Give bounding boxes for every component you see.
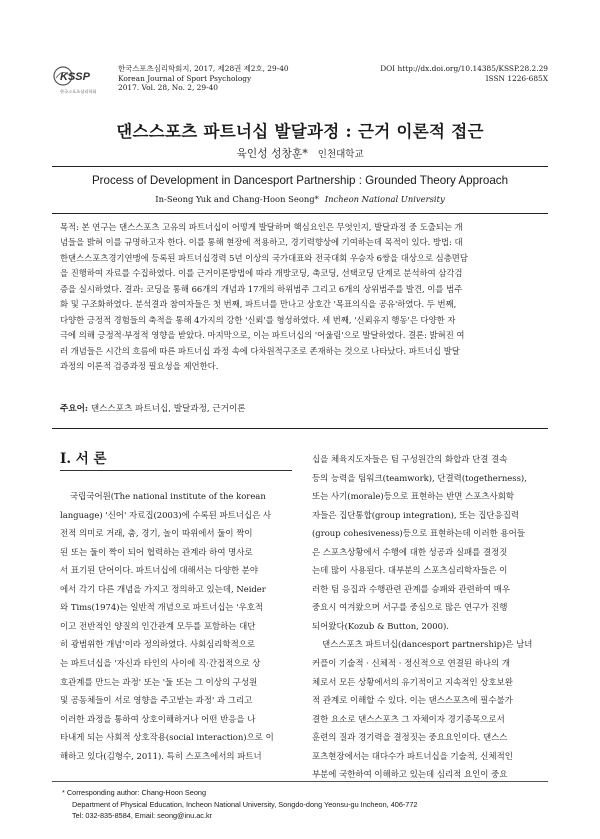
journal-name-en: Korean Journal of Sport Psychology [118, 73, 252, 83]
paragraph-line: 십을 체육지도자들은 팀 구성원간의 화합과 단결 결속 [312, 454, 508, 464]
paragraph-line: 는데 많이 사용된다. 대부분의 스포츠심리학자들은 이 [312, 565, 508, 576]
paper-title-ko: 댄스스포츠 파트너십 발달과정 : 근거 이론적 접근 [116, 122, 484, 141]
abstract-line: 화 및 구조화하였다. 분석결과 참여자들은 첫 번째, 파트너를 만나고 상호간 '목표의식을 공유'하였다. 두 번째, [60, 299, 457, 310]
abstract-line: 다양한 긍정적 경험들의 축적을 통해 4가지의 강한 '신뢰'를 형성하였다. 세 번째, '신뢰유지 행동'은 다양한 자 [60, 314, 456, 325]
journal-name-ko: 한국스포츠심리학회지, 2017, 제28권 제2호, 29-40 [118, 64, 289, 73]
paragraph-line: 훈련의 질과 경기력을 결정짓는 중요요인이다. 댄스스 [312, 732, 508, 743]
paragraph-line: 해하고 있다(김형수, 2011). 특히 스포츠에서의 파트너 [60, 750, 262, 761]
paragraph-line: 서 표기된 단어이다. 파트너십에 대해서는 다양한 분야 [60, 565, 259, 576]
paragraph-line: 댄스스포츠 파트너십(dancesport partnership)은 남녀 [322, 639, 533, 650]
paragraph-line: 커플이 기술적 · 신체적 · 정신적으로 연결된 하나의 개 [312, 658, 510, 669]
authors-en-block [0, 194, 600, 204]
paragraph-line: 에서 각기 다른 개념을 가지고 정의하고 있는데, Neider [60, 583, 266, 594]
paragraph-line: 포츠현장에서는 대다수가 파트너십을 기술적, 신체적인 [312, 750, 513, 761]
paragraph-line: 부분에 국한하여 이해하고 있는데 심리적 요인이 중요 [312, 769, 508, 780]
journal-logo [52, 64, 102, 98]
section-heading: I. 서 론 [60, 451, 107, 467]
paragraph-line: 전적 의미로 거래, 춤, 경기, 놀이 따위에서 둘이 짝이 [60, 528, 253, 539]
keywords-text: 댄스스포츠 파트너십, 발달과정, 근거이론 [90, 404, 246, 414]
abstract-line: 념들을 밝혀 이를 규명하고자 한다. 이를 통해 현장에 적용하고, 경기력향상에 기여하는데 목적이 있다. 방법: 대 [60, 237, 463, 248]
paragraph-line: 결한 요소로 댄스스포츠 그 자체이자 경기종목으로서 [312, 713, 505, 724]
paragraph-line: 중요시 여겨왔으며 서구를 중심으로 많은 연구가 진행 [312, 602, 508, 613]
abstract-line: 러 개념들은 시간의 흐름에 따른 파트너십 과정 속에 다차원적구조로 존재하는 것으로 나타났다. 파트너십 발달 [60, 345, 460, 356]
abstract-line: 과정의 이론적 검증과정 필요성을 제언한다. [60, 361, 219, 372]
paragraph-line: 히 광범위한 개념'이라 정의하였다. 사회심리학적으로 [60, 639, 256, 650]
body-right-column [312, 450, 544, 784]
paragraph-line: 타내게 되는 사회적 상호작용(social interaction)으로 이 [60, 732, 274, 743]
keywords-label: 주요어: [60, 404, 89, 414]
authors-ko: 육인성 성창훈* [236, 147, 308, 160]
paragraph-line: 은 스포츠상황에서 수행에 대한 성공과 실패를 결정짓 [312, 546, 508, 557]
abstract-line: 한댄스스포츠경기연맹에 등록된 파트너십경력 5년 이상의 국가대표와 전국대회 우승자 6쌍을 대상으로 심층면담 [60, 252, 468, 263]
abstract-line: 목적: 본 연구는 댄스스포츠 고유의 파트너십이 어떻게 발달하며 핵심요인은 무엇인지, 발달과정 중 도출되는 개 [60, 222, 463, 232]
corresponding-author-footnote [62, 787, 417, 822]
paragraph-line: 된 또는 둘이 짝이 되어 협력하는 관계라 하여 명사로 [60, 546, 253, 557]
paragraph-line: 등의 능력을 팀워크(teamwork), 단결력(togetherness), [312, 472, 527, 483]
paragraph-line: 러한 팀 응집과 수행관련 관계를 승패와 관련하여 매우 [312, 583, 511, 594]
paragraph-line: language) '신어' 자료집(2003)에 수록된 파트너십은 사 [60, 509, 272, 520]
keywords [60, 402, 246, 414]
abstract-divider [52, 428, 548, 429]
section-heading-rule [60, 470, 292, 471]
paragraph-line: 되어왔다(Kozub & Button, 2000). [312, 620, 449, 631]
affiliation-en: Incheon National University [324, 194, 445, 204]
paragraph-line: 또는 사기(morale)등으로 표현하는 반면 스포츠사회학 [312, 491, 515, 502]
paragraph-line: 와 Tims(1974)는 일반적 개념으로 파트너십는 '우호적 [60, 602, 264, 613]
authors-ko-block [0, 146, 600, 161]
paragraph-line: 적 관계로 이해할 수 있다. 이는 댄스스포츠에 필수불가 [312, 695, 513, 706]
paragraph-line: 체로서 모든 상황에서의 유기적이고 지속적인 상호보완 [312, 676, 513, 687]
paragraph-line: 호관계를 만드는 과정' 또는 '둘 또는 그 이상의 구성원 [60, 676, 258, 687]
paragraph-line: 이러한 과정을 통하여 상호이해하거나 어떤 반응을 나 [60, 713, 256, 724]
footnote-line: * Corresponding author: Chang-Hoon Seong [62, 788, 207, 797]
paragraph-line: 자들은 집단통합(group integration), 또는 집단응집력 [312, 509, 520, 520]
footnote-line: Tel: 032-835-8584, Email: seong@inu.ac.kr [72, 811, 213, 821]
paragraph-line: 이고 전반적인 양질의 인간관계 모두를 포함하는 대단 [60, 620, 256, 631]
journal-identifiers [380, 64, 548, 83]
paragraph-line: 는 파트너십을 '자신과 타인의 사이에 직·간접적으로 상 [60, 658, 261, 669]
footnote-line: Department of Physical Education, Incheon National University, Songdo-dong Yeonsu-gu Incheon, 406-772 [72, 799, 418, 809]
paragraph-line: 국립국어원(The national institute of the korean [70, 491, 266, 502]
paragraph-line: (group cohesiveness)등으로 표현하는데 이러한 용어들 [312, 528, 525, 539]
affiliation-ko: 인천대학교 [317, 149, 364, 160]
journal-citation [118, 64, 289, 93]
journal-volume: 2017. Vol. 28, No. 2, 29-40 [118, 83, 218, 93]
abstract-line: 을 진행하여 자료를 수집하였다. 이를 근거이론방법에 따라 개방코딩, 축코딩, 선택코딩 단계로 분석하여 삼각검 [60, 268, 463, 279]
abstract [60, 220, 540, 375]
issn: ISSN 1226-685X [485, 73, 548, 83]
doi-link[interactable]: DOI http://dx.doi.org/10.14385/KSSP.28.2.29 [380, 64, 548, 73]
svg-text:한국스포츠심리학회: 한국스포츠심리학회 [60, 89, 97, 94]
authors-en: In-Seong Yuk and Chang-Hoon Seong* [155, 194, 319, 204]
paper-title-en: Process of Development in Dancesport Partnership : Grounded Theory Approach [91, 174, 509, 187]
abstract-line: 극에 의해 긍정적·부정적 영향을 받았다. 마지막으로, 이는 파트너십의 '어울림'으로 발달하였다. 결론: 밝혀진 여 [60, 330, 465, 341]
footnote-divider [52, 781, 548, 782]
svg-text:KSSP: KSSP [60, 71, 90, 83]
body-left-column [60, 450, 290, 765]
abstract-line: 증을 실시하였다. 결과: 코딩을 통해 66개의 개념과 17개의 하위범주 그리고 6개의 상위범주를 발견, 이를 범주 [60, 283, 463, 294]
paragraph-line: 및 공동체들이 서로 영향을 주고받는 과정' 과 그리고 [60, 695, 253, 706]
